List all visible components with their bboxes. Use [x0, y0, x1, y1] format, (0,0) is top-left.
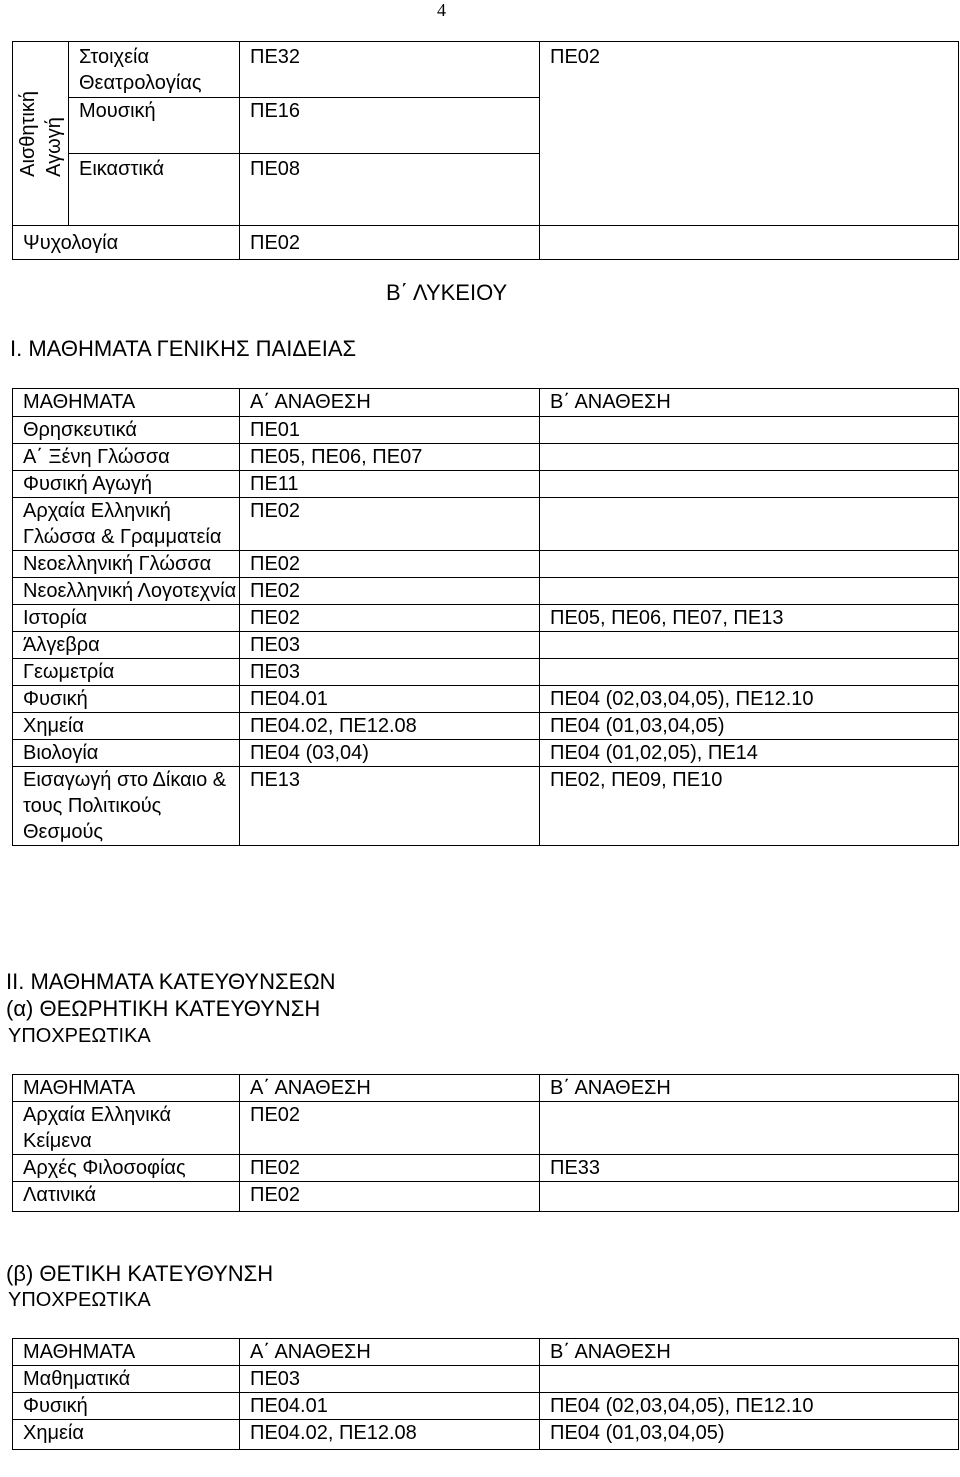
first-assignment-cell: ΠΕ02 [240, 578, 540, 605]
theoretical-direction-table [12, 1074, 959, 1212]
header-subjects: ΜΑΘΗΜΑΤΑ [13, 1075, 240, 1102]
first-assignment-cell: ΠΕ04.02, ΠΕ12.08 [240, 1420, 540, 1450]
subject-cell: Νεοελληνική Λογοτεχνία [13, 578, 240, 605]
first-assignment-cell: ΠΕ02 [240, 1102, 540, 1155]
second-assignment-cell: ΠΕ04 (01,02,05), ΠΕ14 [540, 740, 959, 767]
second-assignment-cell [540, 659, 959, 686]
header-first-assignment: Α΄ ΑΝΑΘΕΣΗ [240, 1339, 540, 1366]
subject-cell: Χημεία [13, 1420, 240, 1450]
second-assignment-cell: ΠΕ04 (01,03,04,05) [540, 1420, 959, 1450]
first-assignment-cell: ΠΕ03 [240, 632, 540, 659]
aesthetic-table [12, 41, 959, 260]
second-assignment-cell [540, 226, 959, 260]
subject-cell: Α΄ Ξένη Γλώσσα [13, 444, 240, 471]
group-label-cell [13, 42, 69, 226]
subject-cell: Φυσική [13, 1393, 240, 1420]
first-assignment-cell: ΠΕ02 [240, 605, 540, 632]
second-assignment-cell [540, 578, 959, 605]
page-number: 4 [437, 0, 446, 20]
first-assignment-cell: ΠΕ02 [240, 498, 540, 551]
subject-cell: Ιστορία [13, 605, 240, 632]
subject-cell: Χημεία [13, 713, 240, 740]
subject-cell: Άλγεβρα [13, 632, 240, 659]
first-assignment-cell: ΠΕ08 [240, 154, 540, 226]
mandatory-label-science: ΥΠΟΧΡΕΩΤΙΚΑ [8, 1289, 151, 1311]
first-assignment-cell: ΠΕ04.01 [240, 686, 540, 713]
header-first-assignment: Α΄ ΑΝΑΘΕΣΗ [240, 1075, 540, 1102]
first-assignment-cell: ΠΕ11 [240, 471, 540, 498]
header-first-assignment: Α΄ ΑΝΑΘΕΣΗ [240, 389, 540, 417]
first-assignment-cell: ΠΕ02 [240, 1182, 540, 1212]
subject-cell: Εικαστικά [69, 154, 240, 226]
second-assignment-cell [540, 1102, 959, 1155]
second-assignment-cell [540, 1182, 959, 1212]
second-assignment-cell: ΠΕ02, ΠΕ09, ΠΕ10 [540, 767, 959, 846]
grade-title: Β΄ ΛΥΚΕΙΟΥ [386, 280, 508, 305]
second-assignment-cell [540, 417, 959, 444]
second-assignment-cell: ΠΕ04 (02,03,04,05), ΠΕ12.10 [540, 686, 959, 713]
first-assignment-cell: ΠΕ16 [240, 98, 540, 154]
first-assignment-cell: ΠΕ02 [240, 551, 540, 578]
first-assignment-cell: ΠΕ01 [240, 417, 540, 444]
subsection-title-theoretical: (α) ΘΕΩΡΗΤΙΚΗ ΚΑΤΕΥΘΥΝΣΗ [6, 996, 321, 1021]
subject-cell: Βιολογία [13, 740, 240, 767]
first-assignment-cell: ΠΕ13 [240, 767, 540, 846]
header-second-assignment: Β΄ ΑΝΑΘΕΣΗ [540, 1075, 959, 1102]
header-subjects: ΜΑΘΗΜΑΤΑ [13, 389, 240, 417]
first-assignment-cell: ΠΕ04.02, ΠΕ12.08 [240, 713, 540, 740]
subject-cell: Εισαγωγή στο Δίκαιο & τους Πολιτικούς Θεσμούς [13, 767, 240, 846]
first-assignment-cell: ΠΕ02 [240, 226, 540, 260]
first-assignment-cell: ΠΕ04.01 [240, 1393, 540, 1420]
second-assignment-cell: ΠΕ33 [540, 1155, 959, 1182]
subject-cell: Φυσική Αγωγή [13, 471, 240, 498]
second-assignment-cell: ΠΕ05, ΠΕ06, ΠΕ07, ΠΕ13 [540, 605, 959, 632]
first-assignment-cell: ΠΕ04 (03,04) [240, 740, 540, 767]
header-second-assignment: Β΄ ΑΝΑΘΕΣΗ [540, 1339, 959, 1366]
second-assignment-cell [540, 444, 959, 471]
subject-cell: Μουσική [69, 98, 240, 154]
second-assignment-cell: ΠΕ02 [540, 42, 959, 226]
subsection-title-science: (β) ΘΕΤΙΚΗ ΚΑΤΕΥΘΥΝΣΗ [6, 1261, 274, 1286]
subject-cell: Θρησκευτικά [13, 417, 240, 444]
subject-cell: Φυσική [13, 686, 240, 713]
header-second-assignment: Β΄ ΑΝΑΘΕΣΗ [540, 389, 959, 417]
subject-cell: Μαθηματικά [13, 1366, 240, 1393]
first-assignment-cell: ΠΕ32 [240, 42, 540, 98]
mandatory-label-theoretical: ΥΠΟΧΡΕΩΤΙΚΑ [8, 1025, 151, 1047]
second-assignment-cell [540, 551, 959, 578]
second-assignment-cell: ΠΕ04 (01,03,04,05) [540, 713, 959, 740]
subject-cell: Στοιχεία Θεατρολογίας [69, 42, 240, 98]
first-assignment-cell: ΠΕ03 [240, 1366, 540, 1393]
second-assignment-cell: ΠΕ04 (02,03,04,05), ΠΕ12.10 [540, 1393, 959, 1420]
first-assignment-cell: ΠΕ02 [240, 1155, 540, 1182]
subject-cell: Νεοελληνική Γλώσσα [13, 551, 240, 578]
header-subjects: ΜΑΘΗΜΑΤΑ [13, 1339, 240, 1366]
second-assignment-cell [540, 1366, 959, 1393]
subject-cell: Αρχαία Ελληνική Γλώσσα & Γραμματεία [13, 498, 240, 551]
second-assignment-cell [540, 471, 959, 498]
science-direction-table [12, 1338, 959, 1450]
first-assignment-cell: ΠΕ05, ΠΕ06, ΠΕ07 [240, 444, 540, 471]
subject-cell: Λατινικά [13, 1182, 240, 1212]
subject-cell: Ψυχολογία [13, 226, 240, 260]
group-label: Αισθητική Αγωγή [16, 90, 65, 177]
section-title-general: Ι. ΜΑΘΗΜΑΤΑ ΓΕΝΙΚΗΣ ΠΑΙΔΕΙΑΣ [10, 336, 357, 361]
subject-cell: Γεωμετρία [13, 659, 240, 686]
subject-cell: Αρχές Φιλοσοφίας [13, 1155, 240, 1182]
second-assignment-cell [540, 498, 959, 551]
section-title-directions: ΙΙ. ΜΑΘΗΜΑΤΑ ΚΑΤΕΥΘΥΝΣΕΩΝ [6, 969, 336, 994]
subject-cell: Αρχαία Ελληνικά Κείμενα [13, 1102, 240, 1155]
first-assignment-cell: ΠΕ03 [240, 659, 540, 686]
second-assignment-cell [540, 632, 959, 659]
general-education-table [12, 388, 959, 846]
